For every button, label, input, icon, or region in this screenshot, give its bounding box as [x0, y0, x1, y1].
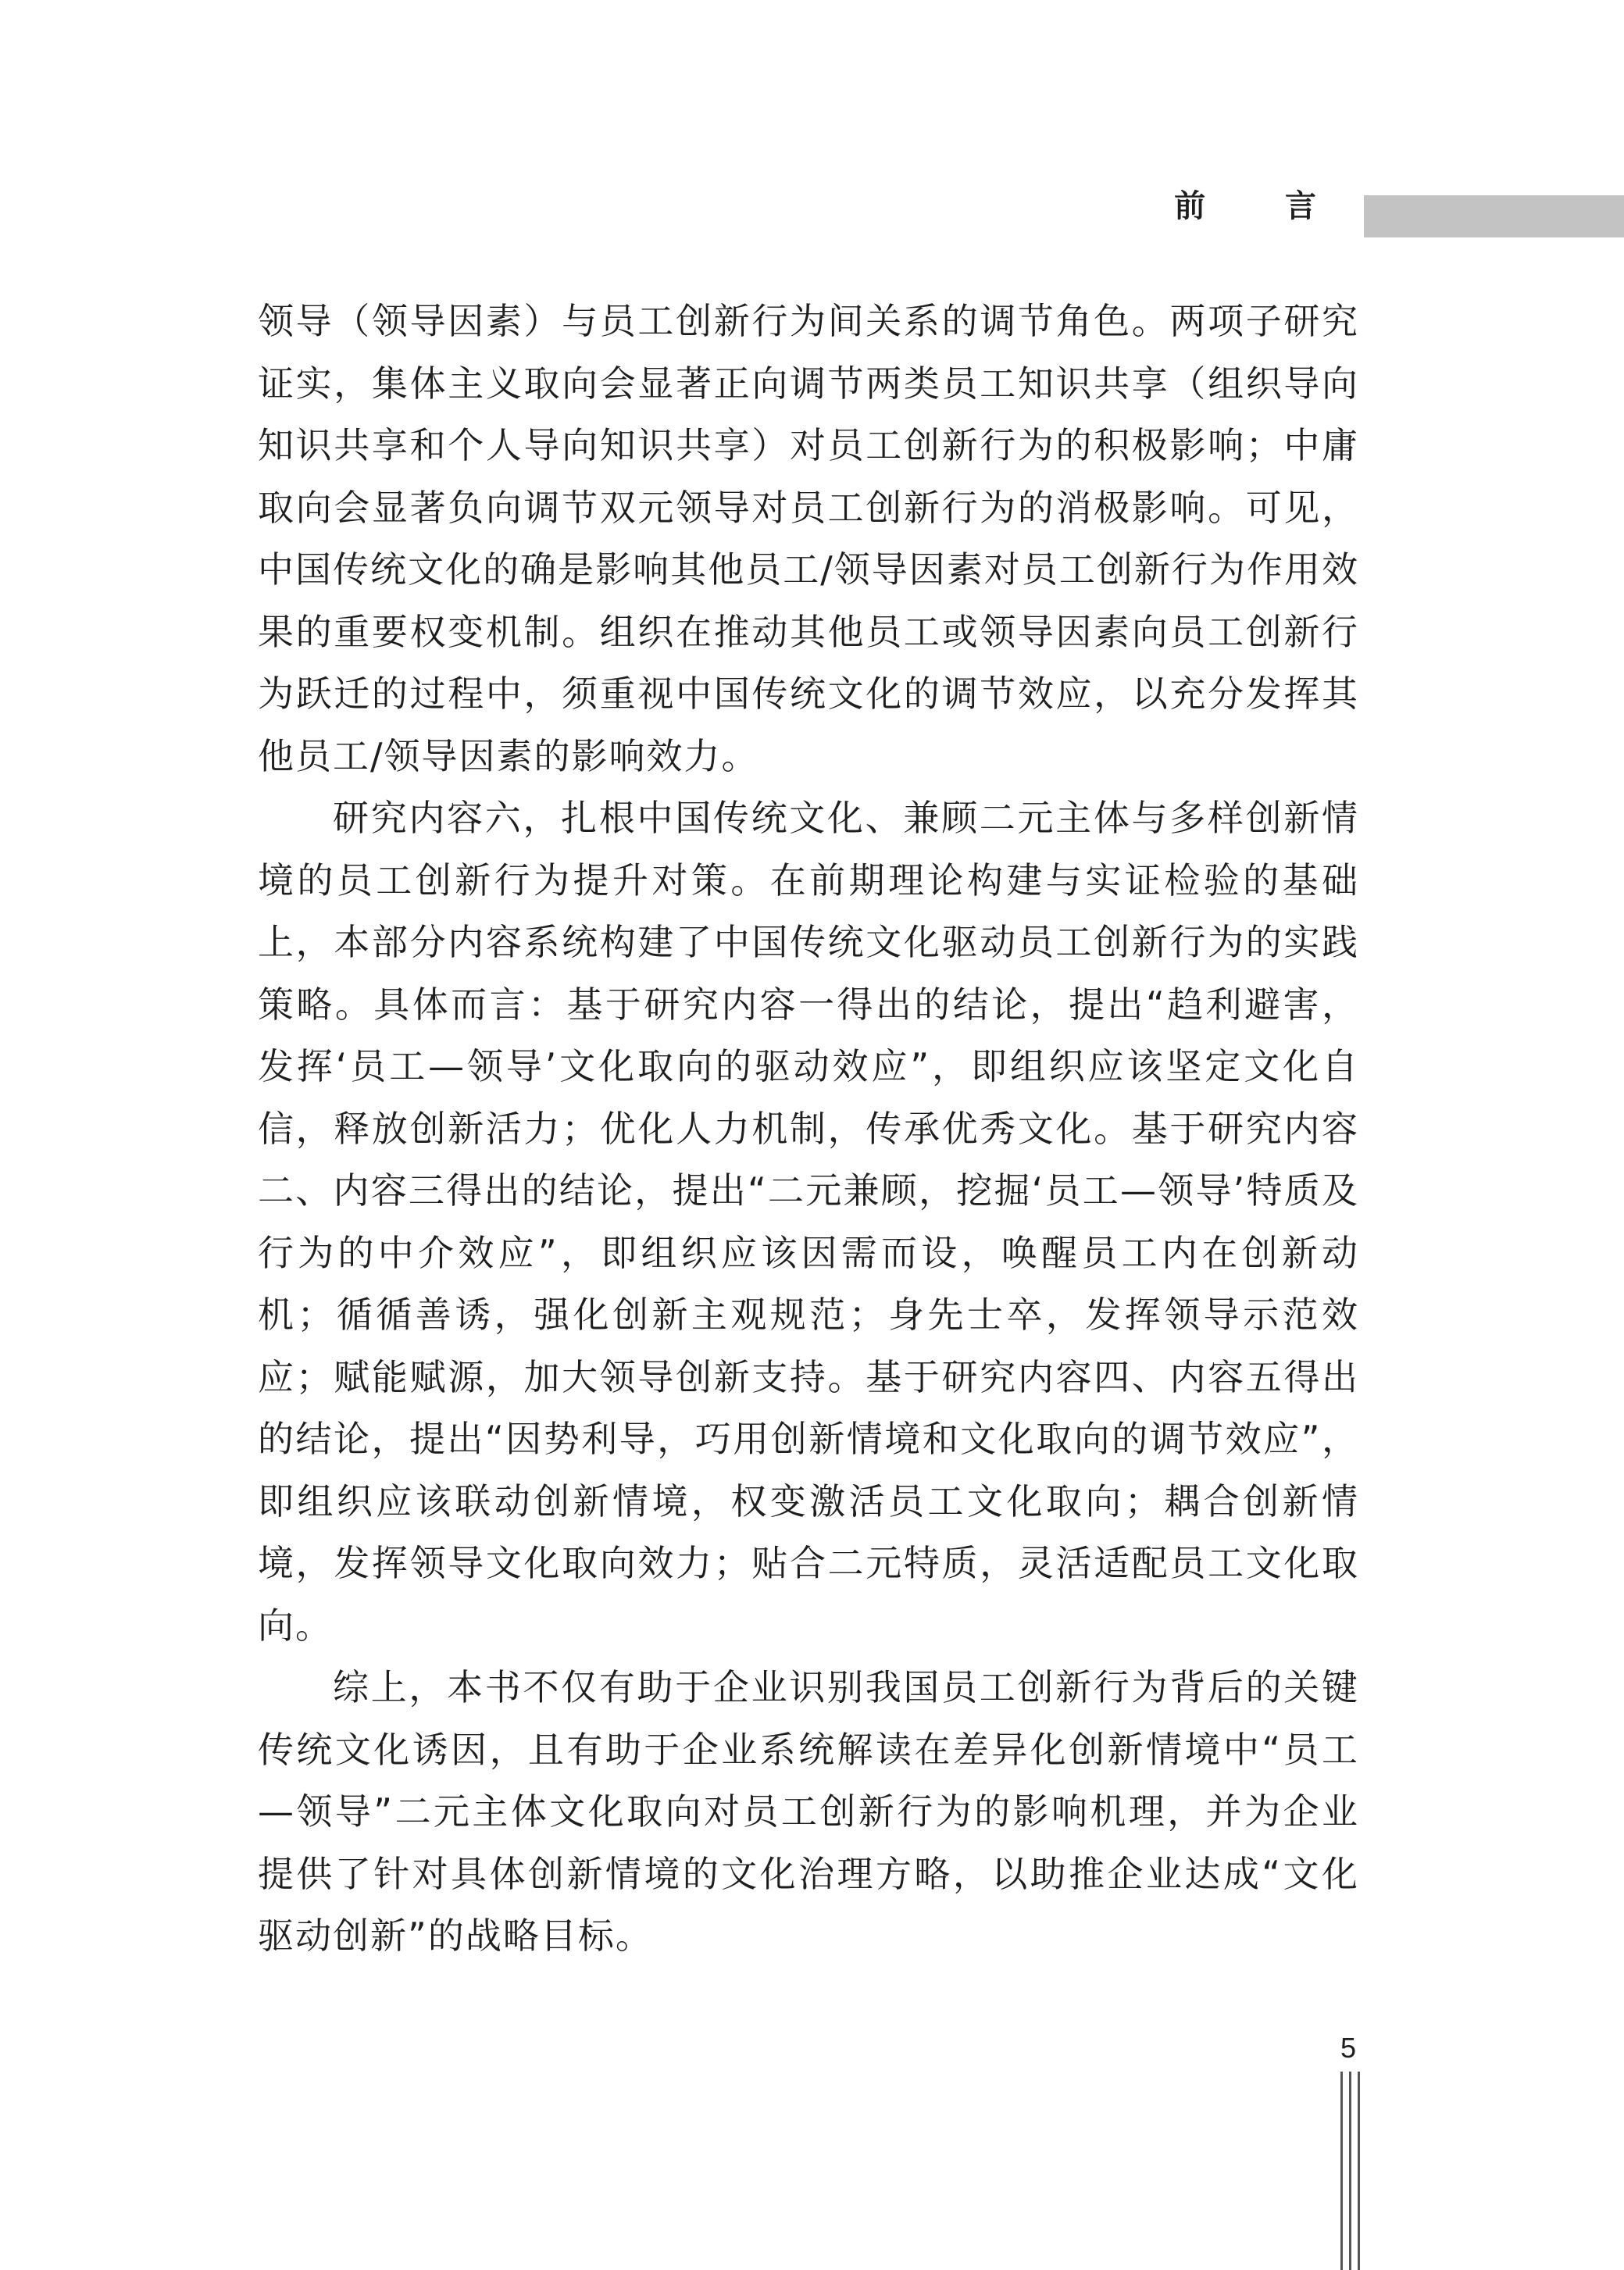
header-tab-bar	[1364, 195, 1624, 237]
page-number: 5	[1340, 2032, 1357, 2064]
paragraph-research-content-six: 研究内容六，扎根中国传统文化、兼顾二元主体与多样创新情境的员工创新行为提升对策。在前期理论构建与实证检验的基础上，本部分内容系统构建了中国传统文化驱动员工创新行为的实践策略。具体而言：基于研究内容一得出的结论，提出“趋利避害，发挥‘员工—领导’文化取向的驱动效应”，即组织应该坚定文化自信，释放创新活力；优化人力机制，传承优秀文化。基于研究内容二、内容三得出的结论，提出“二元兼顾，挖掘‘员工—领导’特质及行为的中介效应”，即组织应该因需而设，唤醒员工内在创新动机；循循善诱，强化创新主观规范；身先士卒，发挥领导示范效应；赋能赋源，加大领导创新支持。基于研究内容四、内容五得出的结论，提出“因势利导，巧用创新情境和文化取向的调节效应”，即组织应该联动创新情境，权变激活员工文化取向；耦合创新情境，发挥领导文化取向效力；贴合二元特质，灵活适配员工文化取向。	[258, 797, 1359, 1647]
body-text	[258, 291, 1359, 1968]
margin-rule-line	[1349, 2072, 1351, 2270]
paragraph-continued: 领导（领导因素）与员工创新行为间关系的调节角色。两项子研究证实，集体主义取向会显著正向调节两类员工知识共享（组织导向知识共享和个人导向知识共享）对员工创新行为的积极影响；中庸取向会显著负向调节双元领导对员工创新行为的消极影响。可见，中国传统文化的确是影响其他员工/领导因素对员工创新行为作用效果的重要权变机制。组织在推动其他员工或领导因素向员工创新行为跃迁的过程中，须重视中国传统文化的调节效应，以充分发挥其他员工/领导因素的影响效力。	[258, 300, 1359, 777]
running-header-title: 前 言	[1174, 188, 1351, 224]
margin-rule-line	[1340, 2072, 1343, 2270]
paragraph-summary: 综上，本书不仅有助于企业识别我国员工创新行为背后的关键传统文化诱因，且有助于企业系统解读在差异化创新情境中“员工—领导”二元主体文化取向对员工创新行为的影响机理，并为企业提供了针对具体创新情境的文化治理方略，以助推企业达成“文化驱动创新”的战略目标。	[258, 1666, 1359, 1957]
margin-rule-line	[1358, 2072, 1360, 2270]
